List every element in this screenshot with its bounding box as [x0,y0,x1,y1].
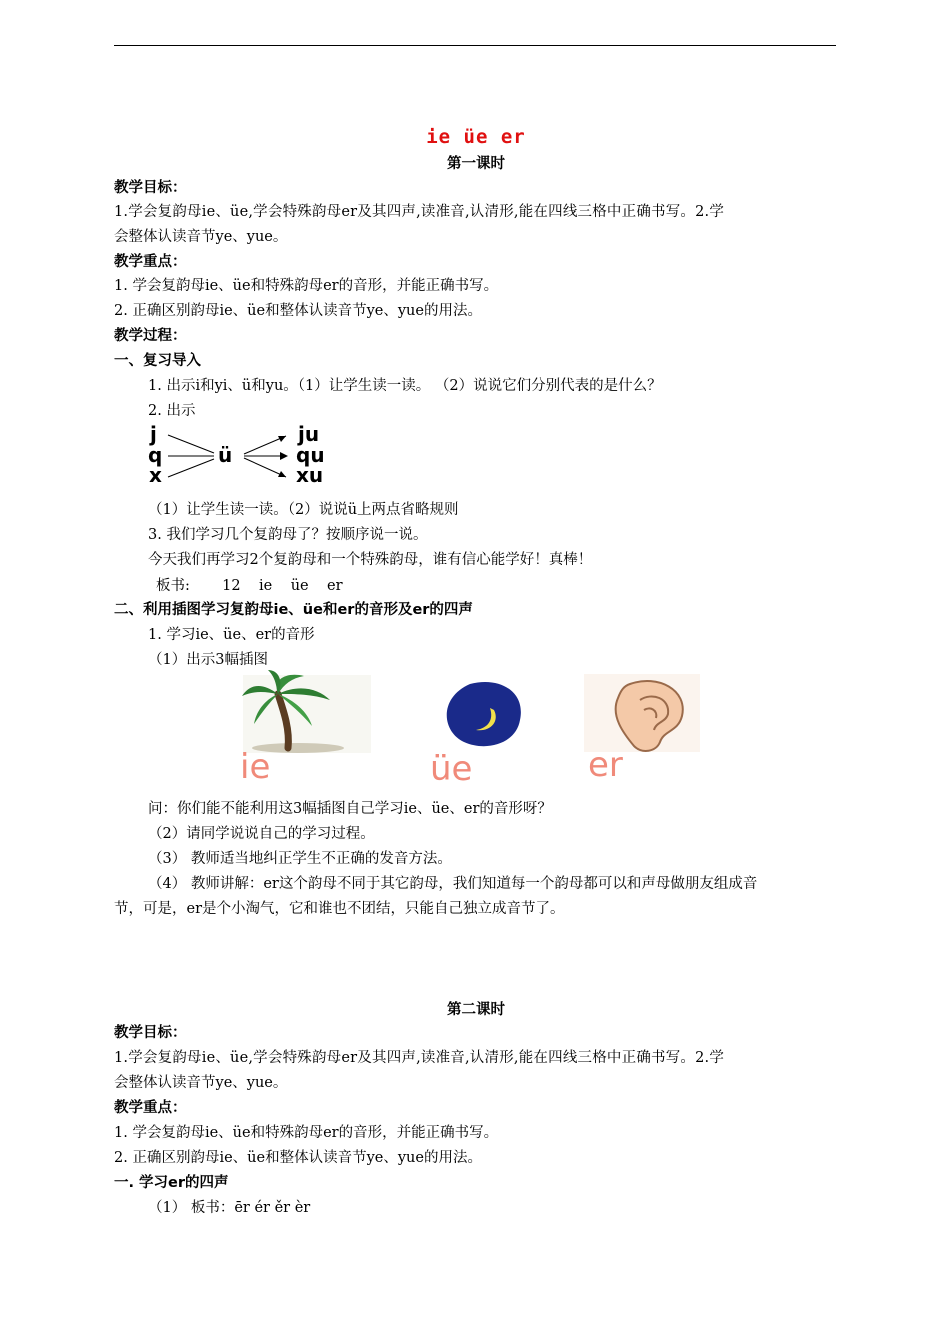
lesson1-s2-sub2: （2）请同学说说自己的学习过程。 [148,826,375,842]
lesson1-s2-question: 问：你们能不能利用这3幅插图自己学习ie、üe、er的音形呀？ [148,801,552,817]
picture-label-er: er [588,745,623,785]
picture-label-ue: üe [430,749,473,789]
palm-tree-icon [242,670,371,753]
pinyin-diagram [146,424,356,488]
lesson1-s1-item2: 2. 出示 [148,403,196,419]
lesson1-s1-item2-sub: （1）让学生读一读。（2）说说ü上两点省略规则 [148,502,459,518]
lesson2-goal-text-2: 会整体认读音节ye、yue。 [114,1075,288,1091]
moon-icon [447,682,521,746]
lesson1-key-1: 1. 学会复韵母ie、üe和特殊韵母er的音形，并能正确书写。 [114,278,499,294]
lesson1-s2-sub4-2: 节，可是，er是个小淘气，它和谁也不团结，只能自己独立成音节了。 [114,901,565,917]
lesson1-goal-text-2: 会整体认读音节ye、yue。 [114,229,288,245]
lesson2-key-2: 2. 正确区别韵母ie、üe和整体认读音节ye、yue的用法。 [114,1150,482,1166]
lesson1-s2-sub4-1: （4） 教师讲解：er这个韵母不同于其它韵母，我们知道每一个韵母都可以和声母做朋友组成音 [148,876,758,892]
lesson2-goal-text-1: 1.学会复韵母ie、üe,学会特殊韵母er及其四声,读准音,认清形,能在四线三格中正确书写。2.学 [114,1050,725,1066]
diagram-right-qu: qu [296,443,325,467]
diagram-left-q: q [148,443,163,467]
ear-icon [584,674,700,752]
lesson2-s1-item1: （1） 板书：ēr ér ěr èr [148,1200,311,1216]
illustrations [238,670,718,790]
lesson1-key-label: 教学重点： [114,254,187,270]
lesson1-heading: 第一课时 [447,156,505,172]
lesson1-s2-item1: 1. 学习ie、üe、er的音形 [148,627,315,643]
lesson1-process-label: 教学过程： [114,328,187,344]
diagram-right-ju: ju [298,424,320,446]
diagram-right-xu: xu [296,463,324,487]
lesson1-section1: 一、复习导入 [114,353,201,369]
lesson1-s1-today: 今天我们再学习2个复韵母和一个特殊韵母，谁有信心能学好！真棒！ [148,552,593,568]
lesson2-key-1: 1. 学会复韵母ie、üe和特殊韵母er的音形，并能正确书写。 [114,1125,499,1141]
page-title: ie üe er [426,126,526,148]
lesson1-s1-item3: 3. 我们学习几个复韵母了？按顺序说一说。 [148,527,428,543]
diagram-center-u: ü [218,443,233,467]
diagram-left-x: x [149,463,162,487]
lesson1-goal-label: 教学目标： [114,180,187,196]
lesson2-heading: 第二课时 [447,1002,505,1018]
lesson2-section1: 一. 学习er的四声 [114,1175,229,1191]
picture-label-ie: ie [240,747,271,787]
lesson1-s2-sub3: （3） 教师适当地纠正学生不正确的发音方法。 [148,851,452,867]
lesson1-key-2: 2. 正确区别韵母ie、üe和整体认读音节ye、yue的用法。 [114,303,482,319]
lesson1-goal-text-1: 1.学会复韵母ie、üe,学会特殊韵母er及其四声,读准音,认清形,能在四线三格中正确书写。2.学 [114,204,725,220]
lesson1-s2-sub1: （1）出示3幅插图 [148,652,268,668]
lesson2-goal-label: 教学目标： [114,1025,187,1041]
header-rule [114,45,836,46]
lesson1-s1-board: 板书: 12 ie üe er [156,578,343,594]
lesson1-s1-item1: 1. 出示i和yi、ü和yu。（1）让学生读一读。 （2）说说它们分别代表的是什么？ [148,378,662,394]
lesson2-key-label: 教学重点： [114,1100,187,1116]
diagram-left-j: j [150,424,157,446]
lesson1-section2: 二、利用插图学习复韵母ie、üe和er的音形及er的四声 [114,602,473,618]
